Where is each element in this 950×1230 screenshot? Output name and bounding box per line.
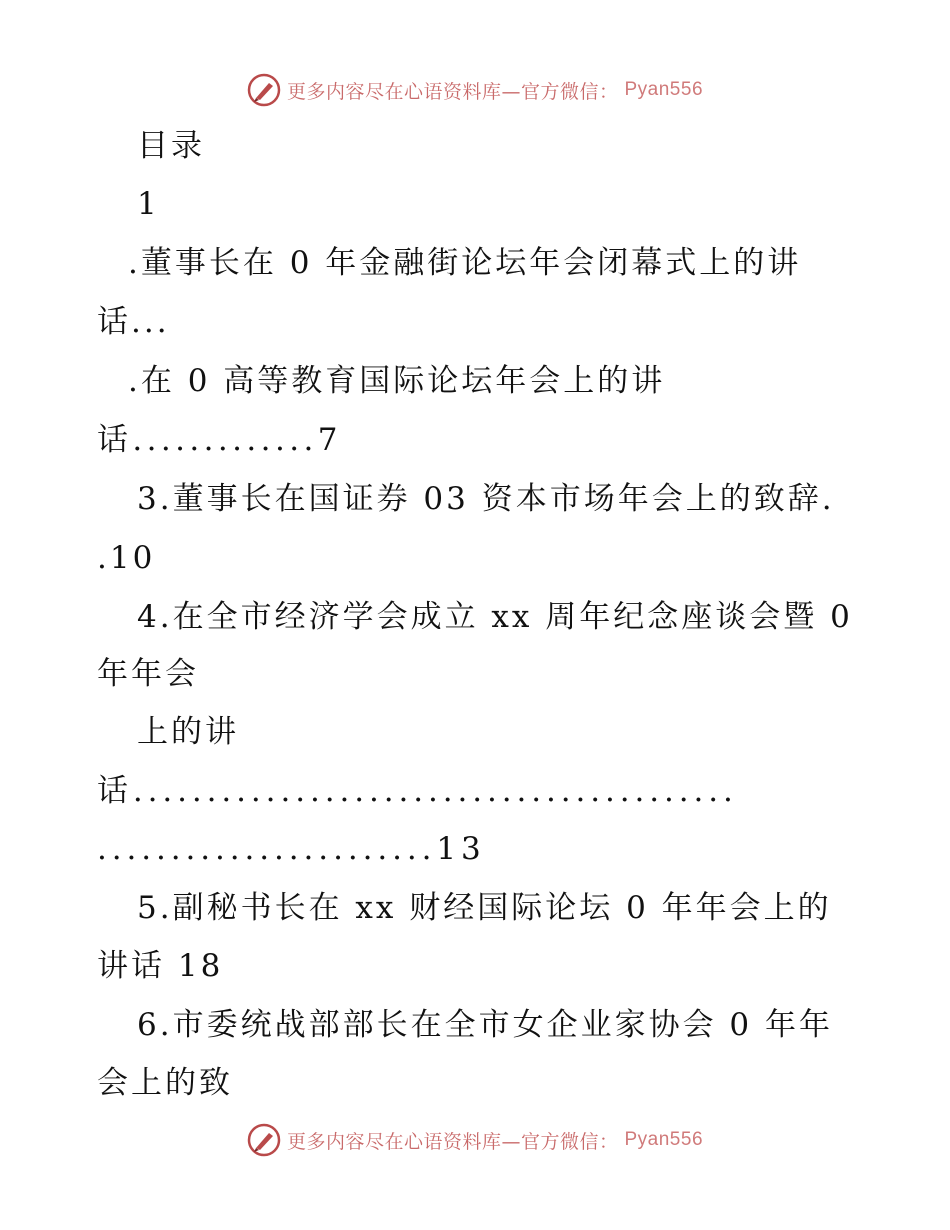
watermark-wechat-id: Pyan556 <box>624 1129 704 1150</box>
toc-line: 讲话 18 <box>97 948 224 984</box>
watermark-text: 更多内容尽在心语资料库—官方微信： <box>286 80 619 103</box>
header-watermark <box>0 70 950 110</box>
toc-line: 6.市委统战部部长在全市女企业家协会 0 年年 <box>137 1007 834 1043</box>
toc-line: 1 <box>137 186 160 222</box>
watermark-text: 更多内容尽在心语资料库—官方微信： <box>286 1130 619 1153</box>
toc-line: 话... <box>97 304 170 340</box>
toc-line: 年年会 <box>97 656 199 692</box>
pen-logo-icon <box>247 73 281 107</box>
toc-line: .10 <box>97 540 156 576</box>
toc-line: 5.副秘书长在 xx 财经国际论坛 0 年年会上的 <box>137 890 832 926</box>
toc-line: 上的讲 <box>137 714 239 750</box>
watermark-inner <box>247 1123 703 1157</box>
toc-heading: 目录 <box>137 128 205 164</box>
toc-line: 话.............7 <box>97 422 342 458</box>
pen-logo-icon <box>247 1123 281 1157</box>
toc-line: 话......................................... <box>97 773 738 809</box>
footer-watermark <box>0 1120 950 1160</box>
watermark-wechat-id: Pyan556 <box>624 79 704 100</box>
toc-line: 会上的致 <box>97 1065 233 1101</box>
toc-line: 4.在全市经济学会成立 xx 周年纪念座谈会暨 0 <box>137 599 853 635</box>
toc-line: .......................13 <box>97 831 486 867</box>
toc-line: 3.董事长在国证券 03 资本市场年会上的致辞. <box>137 481 835 517</box>
toc-line: .董事长在 0 年金融街论坛年会闭幕式上的讲 <box>128 245 802 281</box>
watermark-inner <box>247 73 703 107</box>
toc-line: .在 0 高等教育国际论坛年会上的讲 <box>128 363 666 399</box>
